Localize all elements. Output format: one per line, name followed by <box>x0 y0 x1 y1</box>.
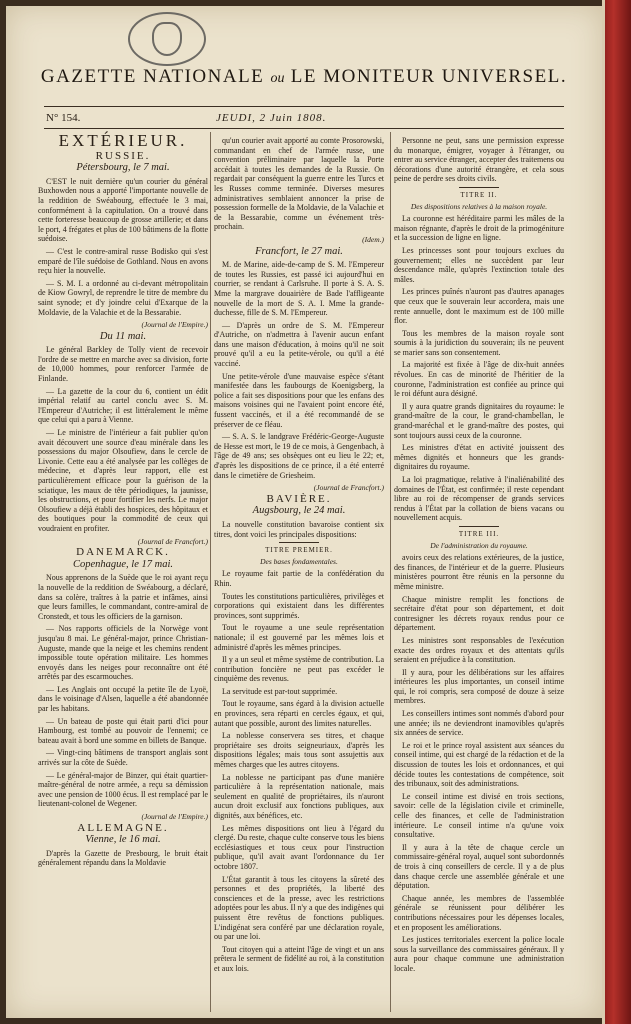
paragraph: La nouvelle constitution bavaroise contient six titres, dont voici les principales dispositions: <box>214 519 384 539</box>
paragraph: L'État garantit à tous les citoyens la sûreté des personnes et des propriétés, la liberté des consciences et de la presse, avec les restrictions adoptées pour les abus. Il n'y a que des indigènes qui puissent être revêtus de fonctions publiques. L'indigénat sera conféré par une déclaration royale, ou par une loi. <box>214 874 384 942</box>
country-heading: ALLEMAGNE. <box>77 821 169 834</box>
paragraph: Les princesses sont pour toujours exclues du gouvernement; elles ne succèdent par leur descendance mâle, qu'après l'extinction totale des mâles. <box>394 245 564 284</box>
paragraph: Chaque ministre remplit les fonctions de secrétaire d'état pour son département, et doit contresigner les décrets royaux rendus pour ce département. <box>394 594 564 633</box>
paragraph: — La gazette de la cour du 6, contient un édit impérial relatif au cartel conclu avec S. M. l'Empereur d'Autriche; il est littéralement le même que celui qui a paru à Vienne. <box>38 386 208 425</box>
paragraph: Personne ne peut, sans une permission expresse du monarque, émigrer, voyager à l'étranger, ou entrer au service étranger, accepter des traitemens ou décorations d'une autorité étrangère, et cela sous peine de perdre ses droits civils. <box>394 136 564 184</box>
issue-number: N° 154. <box>46 112 81 124</box>
paragraph: Le général Barkley de Tolly vient de recevoir l'ordre de se mettre en marche avec sa division, forte de 10,000 hommes, pour renforcer l'armée de Finlande. <box>38 345 208 384</box>
column-divider <box>210 132 211 1012</box>
paragraph: Tout le royaume a une seule représentation nationale; il est gouverné par les mêmes lois et administré d'après les mêmes principes. <box>214 623 384 652</box>
title-heading: TITRE II. <box>460 190 498 199</box>
issue-date: JEUDI, 2 Juin 1808. <box>216 112 327 124</box>
masthead-rule-top <box>44 106 564 107</box>
paragraph: Le roi et le prince royal assistent aux séances du conseil intime, qui est chargé de la rédaction et de la discussion de toutes les lois et ordonnances, et qui décide toutes les contestations de compétence, soit des tribunaux, soit des administrations. <box>394 740 564 789</box>
masthead-ou: ou <box>270 71 285 86</box>
divider <box>279 542 319 543</box>
paragraph: — D'après un ordre de S. M. l'Empereur d'Autriche, on n'admettra à l'avenir aucun enfant dans une maison d'éducation, à moins qu'il ne soit prouvé qu'il a eu la petite-vérole, ou qu'il a été vacciné. <box>214 320 384 369</box>
column-3 <box>394 136 564 977</box>
paragraph: Il y aura, pour les délibérations sur les affaires intérieures les plus importantes, un conseil intime qui, le roi compris, sera composé de douze à seize membres. <box>394 667 564 706</box>
book-spine <box>602 0 631 1024</box>
dateline: Francfort, le 27 mai. <box>255 245 343 257</box>
paragraph: Les ministres sont responsables de l'exécution exacte des ordres royaux et des attentats qu'ils seraient en préjudice à la constitution. <box>394 635 564 665</box>
title-subheading: De l'administration du royaume. <box>430 540 528 550</box>
paragraph: Il y a un seul et même système de contribution. La contribution foncière ne peut pas excéder le cinquième des revenus. <box>214 655 384 684</box>
title-subheading: Des bases fondamentales. <box>260 556 338 566</box>
source-citation: (Journal de l'Empire.) <box>141 812 208 821</box>
paragraph: La noblesse ne participant pas d'une manière particulière à la représentation nationale, mais seulement en qualité de propriétaires, ils n'auront aucun droit exclusif aux fonctions publiques, aux dignités, aux bénéfices, etc. <box>214 772 384 820</box>
paragraph: Une petite-vérole d'une mauvaise espèce s'étant manifestée dans les faubourgs de Koenigsberg, la police a fait ses dispositions pour que les enfans des maisons voisines qui ne l'avaient point encore été, fussent vaccinés, et il a été recommandé de se préserver de ce fléau. <box>214 371 384 429</box>
dateline: Du 11 mai. <box>99 330 147 342</box>
title-subheading: Des dispositions relatives à la maison royale. <box>410 201 548 211</box>
paragraph: — Le général-major de Binzer, qui était quartier-maître-général de notre armée, a reçu sa démission avec une pension de 1000 écus. Il est remplacé par le lieutenant-colonel de Wegener. <box>38 770 208 809</box>
paragraph: Les princes puînés n'auront pas d'autres apanages que ceux que le souverain leur accordera, mais une rente annuelle, dont le maximum est de 100 mille flor. <box>394 287 564 326</box>
dateline: Augsbourg, le 24 mai. <box>252 505 346 517</box>
paragraph: Il y aura quatre grands dignitaires du royaume: le grand-maître de la cour, le grand-chambellan, le grand-maréchal et le grand-maître des postes, qui sont toujours aussi ceux de la couronne. <box>394 401 564 440</box>
title-heading: TITRE III. <box>458 529 500 538</box>
paragraph: — Nos rapports officiels de la Norwège vont jusqu'au 8 mai. Le général-major, prince Christian-Auguste, mande que la neige et les chemins rendent impossible toute opération militaire. Les hommes envoyés dans les neiges pour reconnaître ont été arrêtés par des escarmouches. <box>38 624 208 682</box>
country-heading: RUSSIE. <box>95 149 151 162</box>
paragraph: Les ministres d'état en activité jouissent des mêmes dignités et honneurs que les grands-dignitaires du royaume. <box>394 443 564 472</box>
source-citation: (Journal de Francfort.) <box>137 536 208 546</box>
paragraph: La couronne est héréditaire parmi les mâles de la maison régnante, d'après le droit de la primogéniture et la succession de ligne en ligne. <box>394 214 564 243</box>
paragraph: M. de Marine, aide-de-camp de S. M. l'Empereur de toutes les Russies, est passé ici aujourd'hui en courrier, se rendant à Carlsruhe. Il porte à S. A. S. Mme la margrave douairière de Bade l'affligeante nouvelle de la mort de S. A. I. Mme la grande-duchesse, fille de S. M. l'Empereur. <box>214 260 384 318</box>
paragraph: — Vingt-cinq bâtimens de transport anglais sont arrivés sur la côte de Suède. <box>38 748 208 768</box>
paragraph: Le conseil intime est divisé en trois sections, savoir: celle de la législation civile et criminelle, celle des finances, et celle de l'administration intérieure. Le conseil intime n'a qu'une voix consultative. <box>394 791 564 840</box>
paragraph: Toutes les constitutions particulières, privilèges et corporations qui existaient dans les différentes provinces, sont supprimés. <box>214 591 384 620</box>
paragraph: La noblesse conservera ses titres, et chaque propriétaire ses droits seigneuriaux, d'après les dispositions légales; mais tous sont assujettis aux mêmes charges que les autres citoyens. <box>214 731 384 770</box>
dateline: Copenhague, le 17 mai. <box>72 558 174 570</box>
divider <box>459 526 499 527</box>
paragraph: — Les Anglais ont occupé la petite île de Lyoë, dans le voisinage d'Alsen, laquelle a été abandonnée par les habitans. <box>38 684 208 714</box>
masthead <box>6 66 602 88</box>
paragraph: Tous les membres de la maison royale sont soumis à la juridiction du souverain; ils ne peuvent se marier sans son consentement. <box>394 328 564 357</box>
newspaper-page <box>6 6 602 1018</box>
paragraph: avoirs ceux des relations extérieures, de la justice, des finances, de l'intérieur et de la guerre. Plusieurs ministères pourront être réunis en la personne du même ministre. <box>394 553 564 591</box>
paragraph: Il y aura à la tête de chaque cercle un commissaire-général royal, auquel sont subordonnés de trois à cinq conseillers de cercle. Il y a de plus dans chaque cercle une assemblée générale et une députation. <box>394 842 564 891</box>
section-title: EXTÉRIEUR. <box>58 131 188 150</box>
paragraph: — S. A. S. le landgrave Frédéric-George-Auguste de Hesse est mort, le 19 de ce mois, à Gengenbach, à l'âge de 49 ans; ses obsèques ont eu lieu le 22; et, d'après les dispositions de ce prince, il a été enterré dans le cimetière de Griesheim. <box>214 432 384 480</box>
column-1 <box>38 131 208 871</box>
paragraph: — Un bateau de poste qui était parti d'ici pour Hambourg, est tombé au pouvoir de l'ennemi; ce bateau avait à bord une somme en billets de Banque. <box>38 716 208 745</box>
paragraph: — Le ministre de l'intérieur a fait publier qu'on avait découvert une source d'eau minérale dans les possessions du major Olsoufiew, dans le cercle de Livonie. Cette eau a été analysée par les collèges de médecine, et d'après leur rapport, elle est particulièrement efficace pour la guérison de la sciatique, les maux de tête périodiques, la jaunisse, les obstructions, et pour fortifier les nerfs. Le major Olsoufiew a déjà établi des hospices, des hôpitaux et des boutiques pour la commodité de ceux qui voudraient en profiter. <box>38 428 208 533</box>
paragraph: Chaque année, les membres de l'assemblée générale se réunissent pour délibérer les contributions nécessaires pour les dépenses locales, et en proposent les améliorations. <box>394 893 564 932</box>
country-heading: BAVIÈRE. <box>266 492 332 505</box>
source-citation: (Journal de l'Empire.) <box>141 320 208 330</box>
column-divider <box>390 132 391 1012</box>
masthead-rule-bottom <box>44 128 564 129</box>
paragraph: C'EST le nuit dernière qu'un courier du général Buxhowden nous a apporté l'importante nouvelle de la reddition de Swéabourg, effectuée le 3 mai, conformément à la capitulation. On a trouvé dans cette forteresse beaucoup de grosse artillerie; et dans le port, 4 frégates et plus de 100 bâtimens de la flotte suédoise. <box>38 176 208 244</box>
country-heading: DANEMARCK. <box>76 546 170 559</box>
paragraph: Le royaume fait partie de la confédération du Rhin. <box>214 569 384 588</box>
paragraph: Les justices territoriales exercent la police locale sous la surveillance des commissaires généraux. Il y aura pour chaque commune une administration locale. <box>394 935 564 973</box>
source-citation: (Journal de Francfort.) <box>313 483 384 493</box>
paragraph: — S. M. I. a ordonné au ci-devant métropolitain de Kiow Gowryl, de reprendre le titre de membre du saint synode; et d'y joindre celui d'Exarque de la Moldavie, de la Valachie et de la Bessarabie. <box>38 278 208 317</box>
masthead-left: GAZETTE NATIONALE <box>40 66 265 87</box>
paragraph: qu'un courier avait apporté au comte Prosorowski, commandant en chef de l'armée russe, une convention préliminaire par laquelle la Porte accédait à toutes les demandes de la Russie. On regardait par conséquent la guerre entre les Turcs et les Russes comme terminée. Diverses mesures administratives semblaient annoncer la prise de possession formelle de la Moldavie, de la Valachie et de la Bessarabie, comme un événement très-prochain. <box>214 136 384 232</box>
dateline: Pétersbourg, le 7 mai. <box>76 162 170 174</box>
paragraph: Tout citoyen qui a atteint l'âge de vingt et un ans prêtera le serment de fidélité au roi, à la constitution et aux lois. <box>214 944 384 973</box>
paragraph: La servitude est par-tout supprimée. <box>222 686 338 696</box>
paragraph: Nous apprenons de la Suède que le roi ayant reçu la nouvelle de la reddition de Swéabourg, a déclaré, dans sa colère, traîtres à la patrie et infâmes, ainsi que leurs familles, le commandant, contre-amiral de Cronstedt, et tous les officiers de la garnison. <box>38 573 208 621</box>
divider <box>459 187 499 188</box>
paragraph: Tout le royaume, sans égard à la division actuelle en provinces, sera réparti en cercles égaux, et qui, autant que possible, auront des limites naturelles. <box>214 699 384 728</box>
paragraph: — C'est le contre-amiral russe Bodisko qui s'est emparé de l'île suédoise de Gothland. Nous en avons reçu hier la nouvelle. <box>38 246 208 276</box>
title-heading: TITRE PREMIER. <box>265 546 333 555</box>
paragraph: Les conseillers intimes sont nommés d'abord pour une année; ils ne deviendront inamovibles qu'après six années de service. <box>394 709 564 738</box>
masthead-right: LE MONITEUR UNIVERSEL. <box>290 66 568 87</box>
library-stamp <box>128 12 206 66</box>
paragraph: Les mêmes dispositions ont lieu à l'égard du clergé. Du reste, chaque culte conserve tous les biens ecclésiastiques et tous ceux pour l'instruction publique, qu'il avait avant l'ordonnance du 1er octobre 1807. <box>214 823 385 871</box>
paragraph: La majorité est fixée à l'âge de dix-huit années révolues. En cas de minorité de l'héritier de la couronne, l'administration est confiée au prince qui le roi défunt aura désigné. <box>394 360 564 399</box>
paragraph: La loi pragmatique, relative à l'inaliénabilité des domaines de l'État, est confirmée; il reste cependant libre au roi de récompenser de grands services rendus à l'État par la collation de biens vacans ou nouvellement acquis. <box>394 475 564 523</box>
source-citation: (Idem.) <box>362 234 384 244</box>
column-2 <box>214 136 384 977</box>
paragraph: D'après la Gazette de Presbourg, le bruit était généralement répandu dans la Moldavie <box>38 848 208 868</box>
dateline: Vienne, le 16 mai. <box>85 834 161 846</box>
